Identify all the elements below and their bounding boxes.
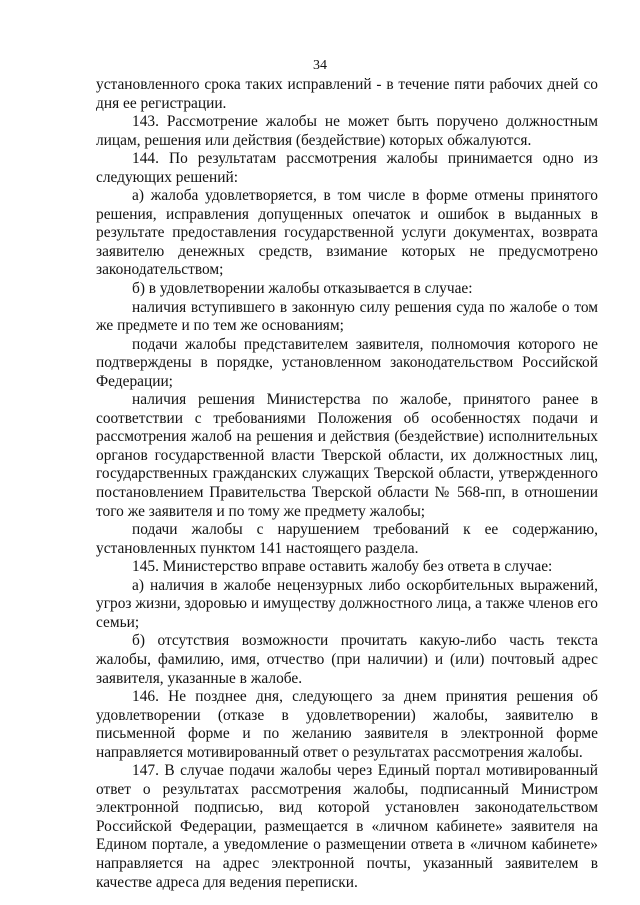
paragraph-145: 145. Министерство вправе оставить жалобу без ответа в случае: bbox=[132, 558, 553, 576]
paragraph-144-b-1: наличия вступившего в законную силу решения суда по жалобе о том же предмете и по тем же основаниям; bbox=[96, 298, 598, 335]
paragraph-147: 147. В случае подачи жалобы через Единый портал мотивированный ответ о результатах рассмотрения жалобы, подписанный Министром электронной подписью, вид которой установлен законодательством Российской Федерации, размещается в «личном кабинете» заявителя на Едином портале, а уведомление о размещении ответа в «личном кабинете» направляется на адрес электронной почты, указанный заявителем в качестве адреса для ведения переписки. bbox=[96, 762, 598, 891]
paragraph-145-b: б) отсутствия возможности прочитать какую-либо часть текста жалобы, фамилию, имя, отчество (при наличии) и (или) почтовый адрес заявителя, указанные в жалобе. bbox=[96, 632, 598, 687]
paragraph-144-b: б) в удовлетворении жалобы отказывается в случае: bbox=[132, 280, 473, 298]
paragraph-144-b-4: подачи жалобы с нарушением требований к ее содержанию, установленных пунктом 141 настоящего раздела. bbox=[96, 521, 598, 557]
paragraph-146: 146. Не позднее дня, следующего за днем принятия решения об удовлетворении (отказе в удовлетворении) жалобы, заявителю в письменной форме и по желанию заявителя в электронной форме направляется мотивированный ответ о результатах рассмотрения жалобы. bbox=[96, 688, 598, 761]
paragraph-144: 144. По результатам рассмотрения жалобы принимается одно из следующих решений: bbox=[96, 150, 598, 186]
paragraph-144-a: а) жалоба удовлетворяется, в том числе в форме отмены принятого решения, исправления допущенных опечаток и ошибок в выданных в результате предоставления государственной услуги документах, возврата заявителю денежных средств, взимание которых не предусмотрено законодательством; bbox=[96, 187, 598, 279]
paragraph-continuation: установленного срока таких исправлений - в течение пяти рабочих дней со дня ее регистрации. bbox=[96, 76, 598, 112]
paragraph-144-b-2: подачи жалобы представителем заявителя, полномочия которого не подтверждены в порядке, установленном законодательством Российской Федерации; bbox=[96, 335, 598, 390]
paragraph-143: 143. Рассмотрение жалобы не может быть поручено должностным лицам, решения или действия (бездействие) которых обжалуются. bbox=[96, 113, 598, 149]
body-text bbox=[96, 76, 598, 892]
page-number: 34 bbox=[313, 58, 327, 73]
paragraph-144-b-3: наличия решения Министерства по жалобе, принятого ранее в соответствии с требованиями Положения об особенностях подачи и рассмотрения жалоб на решения и действия (бездействие) исполнительных органов государственной власти Тверской области, их должностных лиц, государственных гражданских служащих Тверской области, утвержденного постановлением Правительства Тверской области № 568-пп, в отношении того же заявителя и по тому же предмету жалобы; bbox=[96, 391, 598, 520]
paragraph-145-a: а) наличия в жалобе нецензурных либо оскорбительных выражений, угроз жизни, здоровью и имуществу должностного лица, а также членов его семьи; bbox=[96, 576, 598, 631]
